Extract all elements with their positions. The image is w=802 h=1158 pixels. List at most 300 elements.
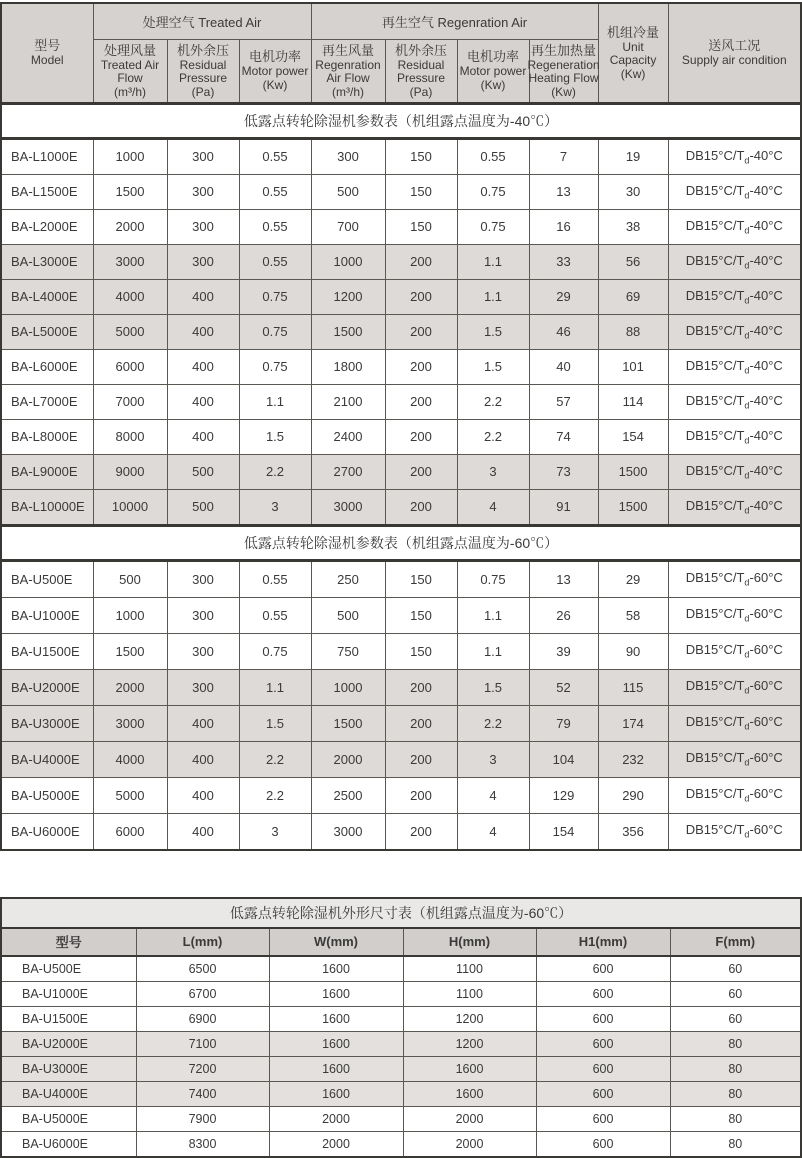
supply-sub: d xyxy=(744,505,750,516)
supply-pre: DB15°C/T xyxy=(685,606,745,622)
value-cell: 88 xyxy=(598,314,668,349)
value-cell: 1.1 xyxy=(239,669,311,705)
value-cell: 7 xyxy=(529,138,598,174)
sub-header-en: Regenration Air Flow xyxy=(315,57,381,85)
model-cell: BA-U5000E xyxy=(1,777,93,813)
supply-condition-cell xyxy=(668,560,801,597)
value-cell: 57 xyxy=(529,384,598,419)
supply-pre: DB15°C/T xyxy=(685,357,745,373)
value-cell: 500 xyxy=(93,560,167,597)
unit-capacity-header xyxy=(599,22,668,84)
supply-pre: DB15°C/T xyxy=(685,392,745,408)
model-cell: BA-L6000E xyxy=(1,349,93,384)
supply-post: -60°C xyxy=(749,786,783,802)
value-cell: 1500 xyxy=(93,633,167,669)
value-cell: 1.5 xyxy=(239,705,311,741)
value-cell: 400 xyxy=(167,314,239,349)
value-cell: 1600 xyxy=(269,1006,403,1031)
section-title: 低露点转轮除湿机参数表（机组露点温度为-40℃） xyxy=(1,103,801,138)
value-cell: 38 xyxy=(598,209,668,244)
supply-post: -40°C xyxy=(749,427,783,443)
value-cell: 400 xyxy=(167,279,239,314)
value-cell: 3000 xyxy=(311,489,385,525)
sub-header-2 xyxy=(239,39,311,103)
value-cell: 600 xyxy=(536,1056,670,1081)
value-cell: 1.1 xyxy=(457,633,529,669)
value-cell: 13 xyxy=(529,174,598,209)
sub-header-en: Motor power xyxy=(459,64,527,78)
sub-header-zh: 机外余压 xyxy=(394,42,447,58)
value-cell: 3 xyxy=(457,741,529,777)
table-row xyxy=(1,981,801,1006)
value-cell: 1000 xyxy=(311,244,385,279)
value-cell: 500 xyxy=(311,597,385,633)
dimension-table-body xyxy=(1,898,801,1157)
value-cell: 200 xyxy=(385,489,457,525)
supply-pre: DB15°C/T xyxy=(685,497,745,513)
model-cell: BA-L5000E xyxy=(1,314,93,349)
col-header-supply xyxy=(668,3,801,103)
value-cell: 29 xyxy=(529,279,598,314)
value-cell: 79 xyxy=(529,705,598,741)
model-cell: BA-U6000E xyxy=(1,1131,136,1157)
value-cell: 150 xyxy=(385,209,457,244)
value-cell: 1500 xyxy=(598,454,668,489)
table-row xyxy=(1,669,801,705)
table-row xyxy=(1,1131,801,1157)
value-cell: 8300 xyxy=(136,1131,269,1157)
model-cell: BA-L2000E xyxy=(1,209,93,244)
value-cell: 2.2 xyxy=(239,777,311,813)
sub-header-unit: (Pa) xyxy=(409,84,433,99)
model-cell: BA-U2000E xyxy=(1,669,93,705)
table-row xyxy=(1,314,801,349)
value-cell: 1.5 xyxy=(457,314,529,349)
supply-condition-cell xyxy=(668,314,801,349)
value-cell: 750 xyxy=(311,633,385,669)
value-cell: 26 xyxy=(529,597,598,633)
supply-sub: d xyxy=(744,155,750,166)
supply-post: -40°C xyxy=(749,497,783,513)
value-cell: 0.75 xyxy=(239,314,311,349)
value-cell: 1200 xyxy=(403,1031,536,1056)
supply-post: -40°C xyxy=(749,252,783,268)
value-cell: 0.55 xyxy=(239,560,311,597)
value-cell: 4 xyxy=(457,813,529,850)
supply-sub: d xyxy=(744,577,750,588)
sub-header-unit: (m³/h) xyxy=(332,84,364,99)
group-header-label: 再生空气 Regenration Air xyxy=(381,14,528,30)
supply-sub: d xyxy=(744,295,750,306)
group-header-1 xyxy=(311,3,598,39)
table-row xyxy=(1,1106,801,1131)
value-cell: 1100 xyxy=(403,981,536,1006)
supply-sub: d xyxy=(744,435,750,446)
model-cell: BA-U6000E xyxy=(1,813,93,850)
value-cell: 600 xyxy=(536,956,670,982)
value-cell: 0.75 xyxy=(239,633,311,669)
value-cell: 2000 xyxy=(93,209,167,244)
value-cell: 2000 xyxy=(403,1106,536,1131)
value-cell: 2000 xyxy=(269,1106,403,1131)
value-cell: 129 xyxy=(529,777,598,813)
value-cell: 5000 xyxy=(93,777,167,813)
value-cell: 300 xyxy=(167,560,239,597)
value-cell: 80 xyxy=(670,1131,801,1157)
value-cell: 1600 xyxy=(403,1081,536,1106)
supply-sub: d xyxy=(744,649,750,660)
sub-header-3 xyxy=(311,39,385,103)
table-row xyxy=(1,1056,801,1081)
model-cell: BA-L4000E xyxy=(1,279,93,314)
supply-sub: d xyxy=(744,757,750,768)
supply-pre: DB15°C/T xyxy=(685,678,745,694)
value-cell: 300 xyxy=(167,244,239,279)
model-cell: BA-U500E xyxy=(1,560,93,597)
value-cell: 33 xyxy=(529,244,598,279)
value-cell: 46 xyxy=(529,314,598,349)
supply-condition-cell xyxy=(668,777,801,813)
value-cell: 9000 xyxy=(93,454,167,489)
model-header-zh: 型号 xyxy=(34,38,61,54)
unit-capacity-zh: 机组冷量 xyxy=(607,24,660,40)
dimension-table xyxy=(0,897,802,1158)
sub-header-en: Residual Pressure xyxy=(178,57,228,85)
supply-post: -60°C xyxy=(749,714,783,730)
value-cell: 4 xyxy=(457,489,529,525)
unit-capacity-en: Unit xyxy=(622,39,644,54)
value-cell: 39 xyxy=(529,633,598,669)
supply-pre: DB15°C/T xyxy=(685,322,745,338)
dimension-title-row xyxy=(1,898,801,928)
sub-header-zh: 再生加热量 xyxy=(531,42,597,58)
supply-header xyxy=(669,38,801,67)
supply-header-en: Supply air condition xyxy=(681,53,787,68)
table-row xyxy=(1,560,801,597)
value-cell: 600 xyxy=(536,1006,670,1031)
supply-condition-cell xyxy=(668,279,801,314)
col-header-unit-capacity xyxy=(598,3,668,103)
supply-pre: DB15°C/T xyxy=(685,217,745,233)
supply-condition-cell xyxy=(668,244,801,279)
value-cell: 1600 xyxy=(269,956,403,982)
table-row xyxy=(1,705,801,741)
supply-post: -40°C xyxy=(749,322,783,338)
value-cell: 1.5 xyxy=(239,419,311,454)
value-cell: 73 xyxy=(529,454,598,489)
value-cell: 104 xyxy=(529,741,598,777)
value-cell: 600 xyxy=(536,1081,670,1106)
supply-post: -60°C xyxy=(749,606,783,622)
value-cell: 2000 xyxy=(311,741,385,777)
sub-header-6 xyxy=(529,39,598,103)
value-cell: 1.5 xyxy=(457,669,529,705)
supply-header-zh: 送风工况 xyxy=(708,38,761,54)
value-cell: 200 xyxy=(385,244,457,279)
value-cell: 60 xyxy=(670,1006,801,1031)
supply-post: -60°C xyxy=(749,570,783,586)
group-header-0 xyxy=(93,3,311,39)
sub-header-zh: 电机功率 xyxy=(466,49,519,64)
supply-condition-cell xyxy=(668,669,801,705)
table-row xyxy=(1,349,801,384)
supply-post: -60°C xyxy=(749,678,783,694)
value-cell: 60 xyxy=(670,956,801,982)
value-cell: 52 xyxy=(529,669,598,705)
sub-header-1 xyxy=(167,39,239,103)
supply-post: -40°C xyxy=(749,147,783,163)
supply-pre: DB15°C/T xyxy=(685,427,745,443)
value-cell: 1600 xyxy=(403,1056,536,1081)
model-cell: BA-L9000E xyxy=(1,454,93,489)
dimension-title: 低露点转轮除湿机外形尺寸表（机组露点温度为-60℃） xyxy=(1,898,801,928)
section-title-row-1 xyxy=(1,525,801,560)
sub-header-5 xyxy=(457,39,529,103)
value-cell: 2.2 xyxy=(457,419,529,454)
dimension-col-header-4: H1(mm) xyxy=(536,928,670,956)
value-cell: 1500 xyxy=(598,489,668,525)
value-cell: 4 xyxy=(457,777,529,813)
group-header-label: 处理空气 Treated Air xyxy=(142,14,262,30)
table-row xyxy=(1,138,801,174)
model-cell: BA-L7000E xyxy=(1,384,93,419)
value-cell: 0.55 xyxy=(239,244,311,279)
value-cell: 80 xyxy=(670,1031,801,1056)
section-title-row-0 xyxy=(1,103,801,138)
value-cell: 174 xyxy=(598,705,668,741)
supply-pre: DB15°C/T xyxy=(685,182,745,198)
sub-header-4 xyxy=(385,39,457,103)
value-cell: 1000 xyxy=(311,669,385,705)
supply-sub: d xyxy=(744,613,750,624)
value-cell: 10000 xyxy=(93,489,167,525)
value-cell: 1.1 xyxy=(457,244,529,279)
value-cell: 3000 xyxy=(93,244,167,279)
supply-post: -40°C xyxy=(749,392,783,408)
value-cell: 58 xyxy=(598,597,668,633)
supply-sub: d xyxy=(744,225,750,236)
value-cell: 200 xyxy=(385,669,457,705)
value-cell: 7900 xyxy=(136,1106,269,1131)
unit-capacity-en: Capacity xyxy=(609,52,657,67)
table-row xyxy=(1,244,801,279)
value-cell: 4000 xyxy=(93,741,167,777)
supply-pre: DB15°C/T xyxy=(685,570,745,586)
value-cell: 150 xyxy=(385,597,457,633)
supply-pre: DB15°C/T xyxy=(685,822,745,838)
value-cell: 150 xyxy=(385,174,457,209)
value-cell: 80 xyxy=(670,1056,801,1081)
value-cell: 150 xyxy=(385,138,457,174)
value-cell: 200 xyxy=(385,349,457,384)
value-cell: 2400 xyxy=(311,419,385,454)
value-cell: 400 xyxy=(167,777,239,813)
value-cell: 80 xyxy=(670,1106,801,1131)
value-cell: 356 xyxy=(598,813,668,850)
value-cell: 500 xyxy=(167,489,239,525)
supply-pre: DB15°C/T xyxy=(685,252,745,268)
value-cell: 200 xyxy=(385,813,457,850)
dimension-col-header-3: H(mm) xyxy=(403,928,536,956)
table-row xyxy=(1,384,801,419)
value-cell: 400 xyxy=(167,741,239,777)
value-cell: 154 xyxy=(529,813,598,850)
table-row xyxy=(1,633,801,669)
value-cell: 300 xyxy=(167,669,239,705)
model-cell: BA-U1500E xyxy=(1,633,93,669)
value-cell: 2.2 xyxy=(457,384,529,419)
value-cell: 1.1 xyxy=(457,597,529,633)
value-cell: 30 xyxy=(598,174,668,209)
spec-table-body xyxy=(1,103,801,850)
value-cell: 1500 xyxy=(311,705,385,741)
model-header-en: Model xyxy=(30,53,64,68)
value-cell: 5000 xyxy=(93,314,167,349)
value-cell: 7100 xyxy=(136,1031,269,1056)
spec-table-header xyxy=(1,3,801,103)
value-cell: 114 xyxy=(598,384,668,419)
value-cell: 400 xyxy=(167,705,239,741)
supply-pre: DB15°C/T xyxy=(685,147,745,163)
value-cell: 2000 xyxy=(403,1131,536,1157)
sub-header-en: Residual Pressure xyxy=(396,57,446,85)
supply-condition-cell xyxy=(668,419,801,454)
value-cell: 3 xyxy=(457,454,529,489)
value-cell: 0.75 xyxy=(457,174,529,209)
value-cell: 3 xyxy=(239,813,311,850)
model-cell: BA-U2000E xyxy=(1,1031,136,1056)
sub-header-unit: (Kw) xyxy=(262,78,288,92)
dimension-col-header-5: F(mm) xyxy=(670,928,801,956)
value-cell: 2000 xyxy=(269,1131,403,1157)
value-cell: 1600 xyxy=(269,1056,403,1081)
value-cell: 0.55 xyxy=(239,209,311,244)
value-cell: 1800 xyxy=(311,349,385,384)
supply-post: -60°C xyxy=(749,750,783,766)
supply-condition-cell xyxy=(668,705,801,741)
table-row xyxy=(1,956,801,982)
supply-sub: d xyxy=(744,793,750,804)
value-cell: 300 xyxy=(167,597,239,633)
supply-pre: DB15°C/T xyxy=(685,786,745,802)
supply-sub: d xyxy=(744,721,750,732)
table-row xyxy=(1,597,801,633)
value-cell: 290 xyxy=(598,777,668,813)
sub-header-en: Motor power xyxy=(241,64,309,78)
value-cell: 29 xyxy=(598,560,668,597)
supply-sub: d xyxy=(744,190,750,201)
table-row xyxy=(1,813,801,850)
supply-pre: DB15°C/T xyxy=(685,287,745,303)
table-row xyxy=(1,454,801,489)
table-row xyxy=(1,419,801,454)
supply-post: -40°C xyxy=(749,217,783,233)
sub-header-unit: (Pa) xyxy=(191,84,215,99)
value-cell: 600 xyxy=(536,981,670,1006)
model-cell: BA-L1000E xyxy=(1,138,93,174)
spec-table xyxy=(0,2,802,851)
value-cell: 3 xyxy=(239,489,311,525)
value-cell: 300 xyxy=(311,138,385,174)
supply-sub: d xyxy=(744,365,750,376)
value-cell: 6000 xyxy=(93,349,167,384)
table-row xyxy=(1,209,801,244)
supply-condition-cell xyxy=(668,813,801,850)
table-row xyxy=(1,1006,801,1031)
value-cell: 1.1 xyxy=(239,384,311,419)
supply-condition-cell xyxy=(668,138,801,174)
dimension-col-header-0: 型号 xyxy=(1,928,136,956)
supply-sub: d xyxy=(744,260,750,271)
model-cell: BA-U4000E xyxy=(1,741,93,777)
supply-post: -40°C xyxy=(749,182,783,198)
value-cell: 40 xyxy=(529,349,598,384)
value-cell: 700 xyxy=(311,209,385,244)
value-cell: 200 xyxy=(385,705,457,741)
sub-header-zh: 再生风量 xyxy=(321,42,374,58)
value-cell: 8000 xyxy=(93,419,167,454)
value-cell: 1500 xyxy=(311,314,385,349)
value-cell: 600 xyxy=(536,1131,670,1157)
value-cell: 1.5 xyxy=(457,349,529,384)
value-cell: 4000 xyxy=(93,279,167,314)
value-cell: 2100 xyxy=(311,384,385,419)
dimension-col-header-2: W(mm) xyxy=(269,928,403,956)
value-cell: 2000 xyxy=(93,669,167,705)
value-cell: 200 xyxy=(385,314,457,349)
supply-post: -60°C xyxy=(749,822,783,838)
model-cell: BA-U1000E xyxy=(1,981,136,1006)
supply-pre: DB15°C/T xyxy=(685,714,745,730)
value-cell: 91 xyxy=(529,489,598,525)
value-cell: 0.75 xyxy=(239,279,311,314)
value-cell: 6500 xyxy=(136,956,269,982)
supply-condition-cell xyxy=(668,741,801,777)
value-cell: 200 xyxy=(385,777,457,813)
value-cell: 7400 xyxy=(136,1081,269,1106)
value-cell: 2500 xyxy=(311,777,385,813)
value-cell: 2.2 xyxy=(457,705,529,741)
sub-header-en: Treated Air Flow xyxy=(100,57,160,85)
value-cell: 2.2 xyxy=(239,454,311,489)
value-cell: 90 xyxy=(598,633,668,669)
value-cell: 0.55 xyxy=(239,174,311,209)
value-cell: 101 xyxy=(598,349,668,384)
value-cell: 250 xyxy=(311,560,385,597)
value-cell: 200 xyxy=(385,419,457,454)
model-cell: BA-L8000E xyxy=(1,419,93,454)
value-cell: 1100 xyxy=(403,956,536,982)
value-cell: 1200 xyxy=(311,279,385,314)
sub-header-unit: (Kw) xyxy=(480,78,506,92)
value-cell: 300 xyxy=(167,633,239,669)
value-cell: 6700 xyxy=(136,981,269,1006)
section-title: 低露点转轮除湿机参数表（机组露点温度为-60℃） xyxy=(1,525,801,560)
supply-sub: d xyxy=(744,470,750,481)
model-cell: BA-U3000E xyxy=(1,1056,136,1081)
model-cell: BA-U5000E xyxy=(1,1106,136,1131)
value-cell: 2.2 xyxy=(239,741,311,777)
value-cell: 16 xyxy=(529,209,598,244)
supply-condition-cell xyxy=(668,454,801,489)
model-cell: BA-U500E xyxy=(1,956,136,982)
value-cell: 3000 xyxy=(93,705,167,741)
value-cell: 115 xyxy=(598,669,668,705)
table-row xyxy=(1,777,801,813)
value-cell: 600 xyxy=(536,1031,670,1056)
model-cell: BA-U1000E xyxy=(1,597,93,633)
value-cell: 200 xyxy=(385,279,457,314)
